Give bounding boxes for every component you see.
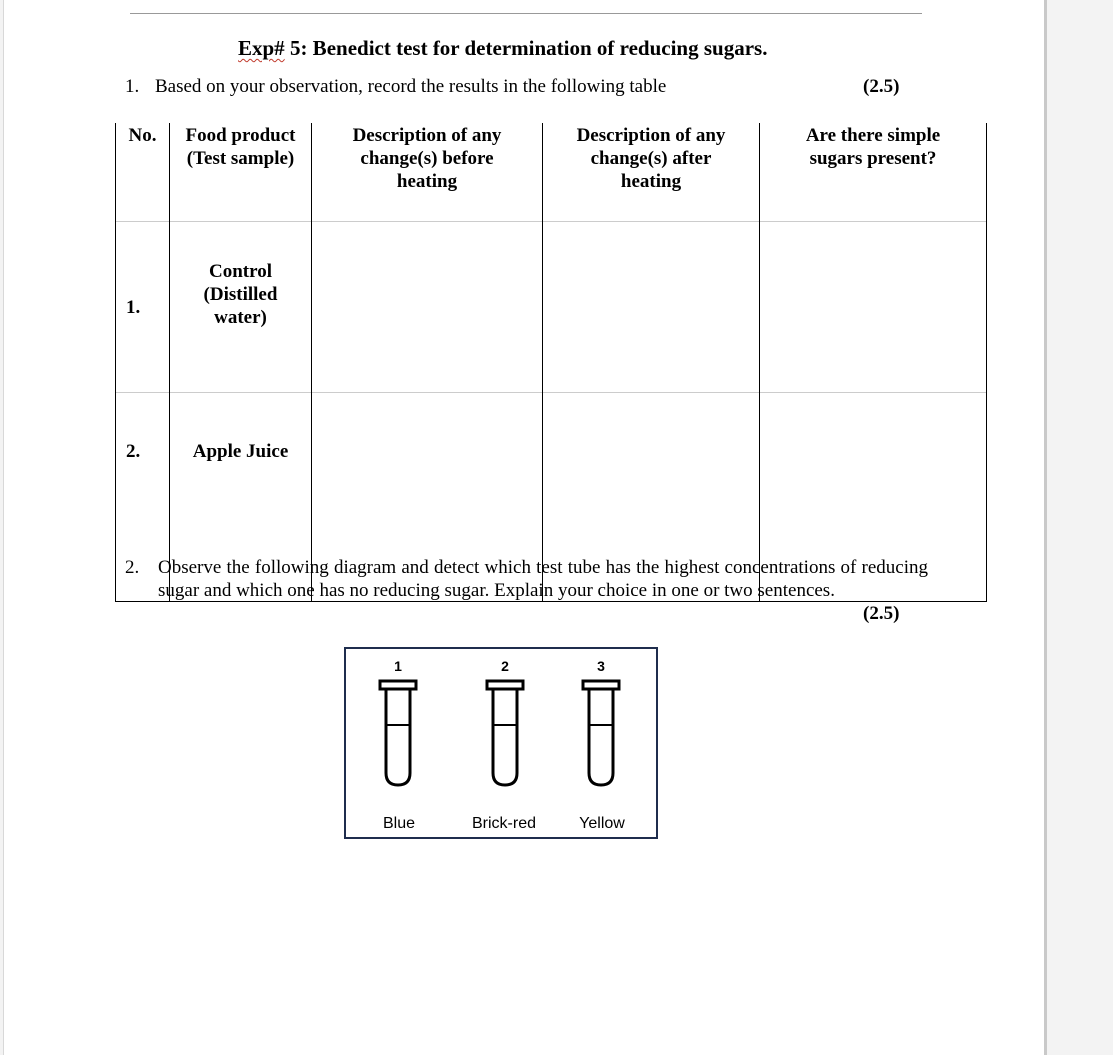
header-no: No. xyxy=(116,123,170,222)
test-tube-3 xyxy=(581,658,621,793)
row-before-cell[interactable] xyxy=(312,222,543,393)
test-tube-icon xyxy=(378,679,418,789)
document-page xyxy=(3,0,1047,1055)
table-header-row xyxy=(116,123,987,222)
page-title xyxy=(238,36,767,61)
tube-color-label: Yellow xyxy=(579,815,625,832)
question-2-text: Observe the following diagram and detect which test tube has the highest concentrations of reducing sugar and which one has no reducing sugar. Explain your choice in one or two sentences. xyxy=(158,557,928,601)
tube-number: 3 xyxy=(597,658,605,674)
test-tube-diagram xyxy=(344,647,658,839)
question-2 xyxy=(125,557,928,602)
test-tube-icon xyxy=(581,679,621,789)
header-rule xyxy=(130,13,922,14)
header-before-heating: Description of any change(s) before heating xyxy=(312,123,543,222)
row-number: 2. xyxy=(116,393,170,602)
title-text: 5: Benedict test for determination of reducing sugars. xyxy=(284,36,768,60)
question-1-marks: (2.5) xyxy=(863,76,900,97)
tube-number: 2 xyxy=(501,658,509,674)
question-1-number: 1. xyxy=(125,76,140,97)
row-sample: Apple Juice xyxy=(170,393,312,602)
test-tube-1 xyxy=(378,658,418,793)
header-after-heating: Description of any change(s) after heating xyxy=(543,123,760,222)
row-number: 1. xyxy=(116,222,170,393)
header-food-product: Food product (Test sample) xyxy=(170,123,312,222)
test-tube-2 xyxy=(485,658,525,793)
test-tube-icon xyxy=(485,679,525,789)
results-table xyxy=(115,123,987,602)
question-1-text: Based on your observation, record the results in the following table xyxy=(155,76,667,97)
tube-color-label: Brick-red xyxy=(471,815,536,832)
header-simple-sugars: Are there simple sugars present? xyxy=(760,123,987,222)
tube-number: 1 xyxy=(394,658,402,674)
row-after-cell[interactable] xyxy=(543,222,760,393)
row-sample: Control (Distilled water) xyxy=(170,222,312,393)
title-exp-label: Exp# xyxy=(238,36,285,60)
row-sugars-cell[interactable] xyxy=(760,222,987,393)
tube-color-label: Blue xyxy=(382,815,416,832)
question-1 xyxy=(125,76,666,98)
table-row xyxy=(116,222,987,393)
question-2-number: 2. xyxy=(125,557,140,578)
question-2-marks: (2.5) xyxy=(863,603,900,624)
